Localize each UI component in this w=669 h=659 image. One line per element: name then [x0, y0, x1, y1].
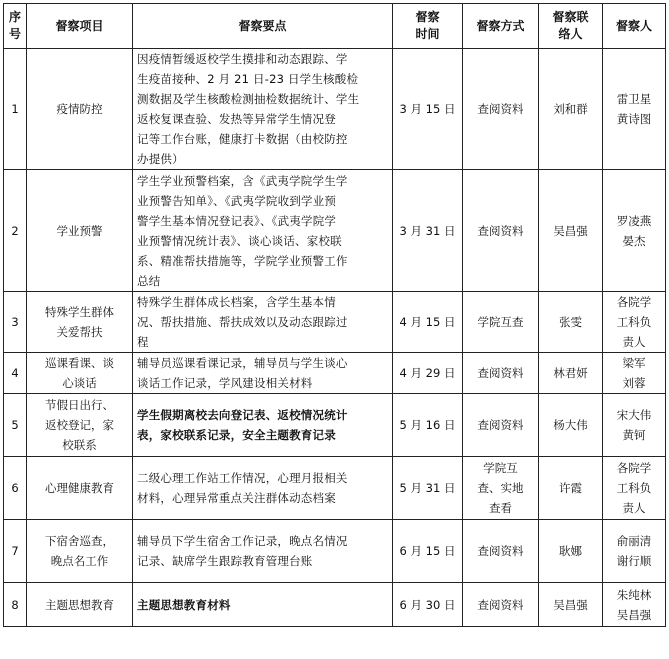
- cell-line: 学院互查: [477, 315, 524, 329]
- cell-line: 心谈话: [62, 376, 97, 390]
- cell-line: 黄钶: [622, 428, 646, 442]
- cell-line: 总结: [137, 273, 161, 288]
- row-method: [463, 170, 539, 292]
- row-supervisor: [603, 292, 666, 353]
- row-index: 4: [4, 353, 27, 394]
- row-supervisor: [603, 583, 666, 627]
- cell-line: 二级心理工作站工作情况，心理月报相关: [137, 471, 348, 485]
- cell-line: 督察方式: [476, 18, 525, 33]
- row-points: [133, 394, 393, 457]
- table-row: [4, 292, 666, 353]
- row-points: [133, 292, 393, 353]
- row-contact: 耿娜: [539, 520, 603, 583]
- cell-line: 晚点名工作: [50, 554, 109, 568]
- cell-line: 责人: [622, 501, 646, 515]
- row-supervisor: [603, 49, 666, 170]
- row-contact: 吴昌强: [539, 583, 603, 627]
- cell-line: 工科负: [616, 315, 652, 329]
- row-method: [463, 583, 539, 627]
- header-time: [393, 4, 463, 49]
- cell-line: 主题思想教育材料: [137, 597, 231, 612]
- row-method: [463, 520, 539, 583]
- cell-line: 罗凌燕: [616, 213, 652, 228]
- cell-line: 吴昌强: [616, 607, 652, 622]
- row-contact: 吴昌强: [539, 170, 603, 292]
- row-item: [27, 583, 133, 627]
- cell-line: 学生假期离校去向登记表、返校情况统计: [137, 408, 348, 422]
- cell-line: 特殊学生群体: [45, 305, 114, 319]
- row-supervisor: [603, 170, 666, 292]
- row-contact: 许霞: [539, 457, 603, 520]
- cell-line: 节假日出行、: [45, 398, 114, 412]
- cell-line: 校联系: [62, 438, 97, 452]
- cell-line: 刘蓉: [622, 376, 646, 390]
- cell-line: 责人: [622, 335, 646, 349]
- row-method: [463, 292, 539, 353]
- cell-line: 记等工作台账，健康打卡数据（由校防控: [137, 132, 348, 146]
- row-item: [27, 292, 133, 353]
- row-time: 4 月 29 日: [393, 353, 463, 394]
- cell-line: 巡课看课、谈: [45, 356, 114, 370]
- cell-line: 心理健康教育: [45, 481, 114, 495]
- row-item: [27, 49, 133, 170]
- row-index: 8: [4, 583, 27, 627]
- table-row: [4, 170, 666, 292]
- cell-line: 黄诗图: [616, 112, 652, 126]
- row-points: [133, 49, 393, 170]
- row-method: [463, 394, 539, 457]
- table-body: [4, 49, 666, 627]
- cell-line: 谢行顺: [616, 554, 652, 568]
- row-contact: 张雯: [539, 292, 603, 353]
- row-index: 7: [4, 520, 27, 583]
- row-index: 2: [4, 170, 27, 292]
- cell-line: 因疫情暂缓返校学生摸排和动态跟踪、学: [137, 52, 348, 66]
- row-item: [27, 353, 133, 394]
- cell-line: 生疫苗接种、2 月 21 日-23 日学生核酸检: [137, 72, 359, 86]
- cell-line: 学业预警: [56, 223, 103, 238]
- cell-line: 查阅资料: [477, 418, 524, 432]
- cell-line: 俞丽清: [616, 534, 652, 548]
- cell-line: 络人: [558, 27, 583, 41]
- header-index: [4, 4, 27, 49]
- cell-line: 督察要点: [238, 18, 287, 33]
- header-item: [27, 4, 133, 49]
- cell-line: 督察人: [615, 18, 652, 33]
- row-supervisor: [603, 394, 666, 457]
- table-row: [4, 353, 666, 394]
- cell-line: 返校复课查验、发热等异常学生情况登: [137, 112, 336, 126]
- cell-line: 查、实地: [477, 481, 524, 495]
- row-item: [27, 170, 133, 292]
- row-contact: 刘和群: [539, 49, 603, 170]
- row-points: [133, 170, 393, 292]
- cell-line: 辅导员巡课看课记录，辅导员与学生谈心: [137, 356, 348, 370]
- row-points: [133, 353, 393, 394]
- cell-line: 业预警情况统计表》、谈心谈话、家校联: [137, 233, 342, 248]
- table-row: [4, 583, 666, 627]
- row-time: 3 月 31 日: [393, 170, 463, 292]
- cell-line: 查阅资料: [477, 597, 524, 612]
- cell-line: 测数据及学生核酸检测抽检数据统计、学生: [137, 92, 360, 106]
- cell-line: 学院互: [483, 461, 518, 475]
- cell-line: 梁军: [622, 356, 646, 370]
- row-time: 3 月 15 日: [393, 49, 463, 170]
- cell-line: 警学生基本情况登记表》、《武夷学院学: [137, 213, 337, 228]
- cell-line: 谈话工作记录，学风建设相关材料: [137, 376, 313, 390]
- cell-line: 材料，心理异常重点关注群体动态档案: [137, 491, 336, 505]
- row-contact: 杨大伟: [539, 394, 603, 457]
- row-index: 6: [4, 457, 27, 520]
- table-row: [4, 49, 666, 170]
- cell-line: 时间: [415, 27, 440, 41]
- cell-line: 查阅资料: [477, 366, 524, 380]
- cell-line: 号: [8, 27, 21, 41]
- cell-line: 办提供）: [137, 152, 184, 166]
- cell-line: 督察项目: [55, 18, 104, 33]
- row-item: [27, 457, 133, 520]
- cell-line: 系、精准帮扶措施等，学院学业预警工作: [137, 253, 348, 268]
- table-row: [4, 520, 666, 583]
- cell-line: 下宿舍巡查，: [45, 534, 114, 548]
- row-time: 4 月 15 日: [393, 292, 463, 353]
- cell-line: 工科负: [616, 481, 652, 495]
- cell-line: 查阅资料: [477, 223, 524, 238]
- row-index: 5: [4, 394, 27, 457]
- header-row: [4, 4, 666, 49]
- cell-line: 记录、缺席学生跟踪教育管理台账: [137, 554, 313, 568]
- row-supervisor: [603, 520, 666, 583]
- row-supervisor: [603, 353, 666, 394]
- table-row: [4, 457, 666, 520]
- cell-line: 各院学: [616, 295, 652, 309]
- row-time: 6 月 30 日: [393, 583, 463, 627]
- row-method: [463, 457, 539, 520]
- cell-line: 雷卫星: [616, 92, 652, 106]
- header-points: [133, 4, 393, 49]
- inspection-schedule-table: [3, 3, 666, 627]
- row-points: [133, 457, 393, 520]
- cell-line: 晏杰: [622, 233, 646, 248]
- cell-line: 疫情防控: [56, 102, 103, 116]
- cell-line: 序: [8, 10, 21, 24]
- row-points: [133, 520, 393, 583]
- cell-line: 查阅资料: [477, 544, 524, 558]
- cell-line: 查看: [489, 501, 512, 515]
- cell-line: 返校登记，家: [45, 418, 114, 432]
- cell-line: 业预警告知单》、《武夷学院收到学业预: [137, 193, 337, 208]
- cell-line: 朱纯林: [616, 587, 652, 602]
- row-supervisor: [603, 457, 666, 520]
- table-row: [4, 394, 666, 457]
- row-time: 5 月 31 日: [393, 457, 463, 520]
- cell-line: 况、帮扶措施、帮扶成效以及动态跟踪过: [137, 315, 348, 329]
- cell-line: 各院学: [616, 461, 652, 475]
- header-method: [463, 4, 539, 49]
- cell-line: 表，家校联系记录，安全主题教育记录: [137, 428, 336, 442]
- cell-line: 督察联: [552, 10, 589, 24]
- row-index: 1: [4, 49, 27, 170]
- cell-line: 学生学业预警档案，含《武夷学院学生学: [137, 173, 348, 188]
- row-index: 3: [4, 292, 27, 353]
- header-supervisor: [603, 4, 666, 49]
- cell-line: 主题思想教育: [45, 597, 114, 612]
- row-contact: 林君妍: [539, 353, 603, 394]
- header-contact: [539, 4, 603, 49]
- cell-line: 关爱帮扶: [56, 325, 103, 339]
- cell-line: 查阅资料: [477, 102, 524, 116]
- cell-line: 特殊学生群体成长档案，含学生基本情: [137, 295, 336, 309]
- cell-line: 督察: [415, 10, 440, 24]
- cell-line: 辅导员下学生宿舍工作记录，晚点名情况: [137, 534, 348, 548]
- row-method: [463, 49, 539, 170]
- row-item: [27, 394, 133, 457]
- row-time: 5 月 16 日: [393, 394, 463, 457]
- row-points: [133, 583, 393, 627]
- row-time: 6 月 15 日: [393, 520, 463, 583]
- cell-line: 宋大伟: [616, 408, 652, 422]
- row-item: [27, 520, 133, 583]
- cell-line: 程: [137, 335, 149, 349]
- row-method: [463, 353, 539, 394]
